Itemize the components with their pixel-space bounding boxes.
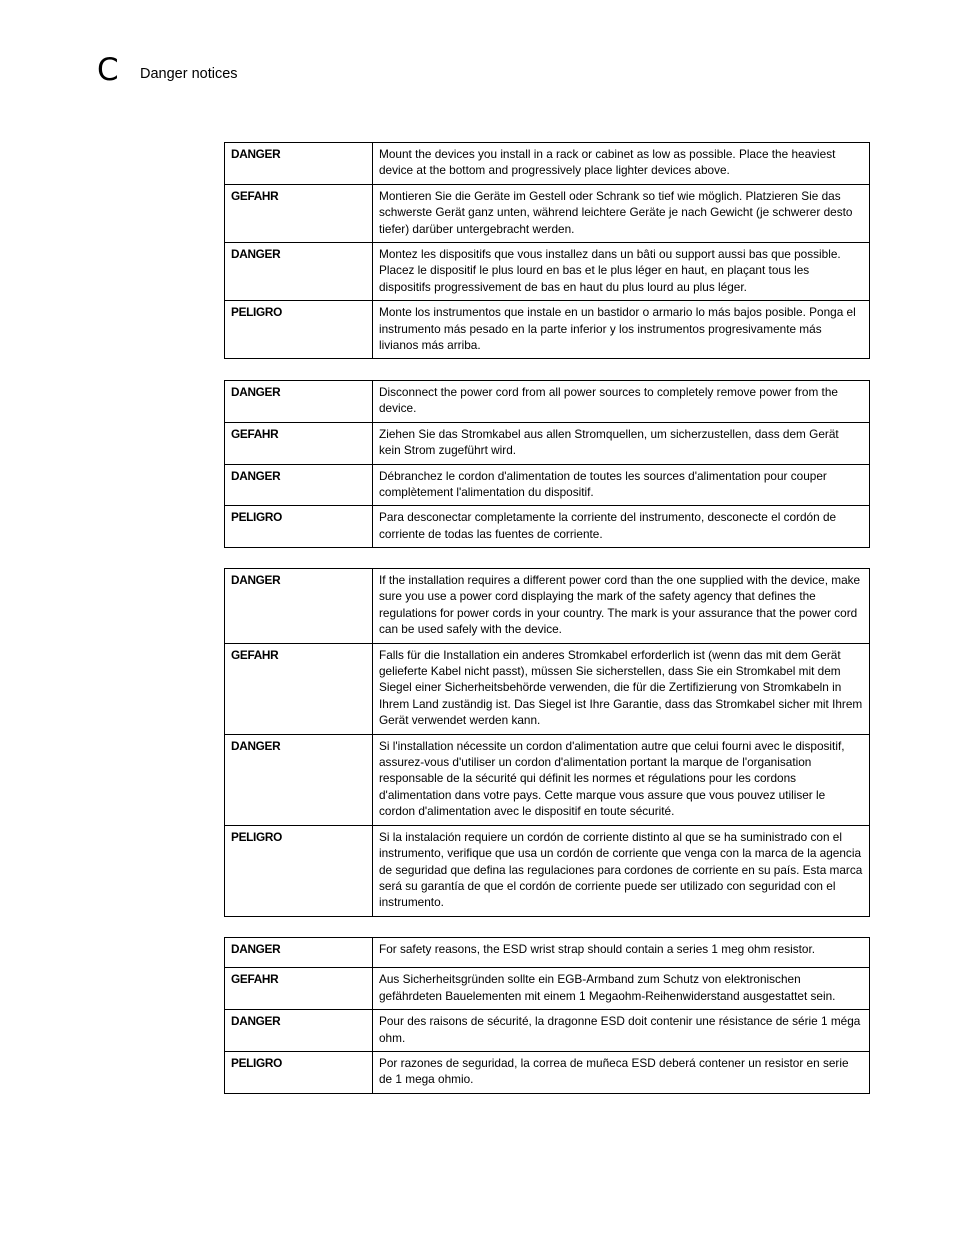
notice-text: Ziehen Sie das Stromkabel aus allen Stromquellen, um sicherzustellen, dass dem Gerät kein Strom zugeführt wird.	[373, 422, 870, 464]
table-row	[225, 734, 870, 825]
notice-text: Falls für die Installation ein anderes Stromkabel erforderlich ist (wenn das mit dem Gerät gelieferte Kabel nicht passt), müssen Sie sicherstellen, dass Sie ein Stromkabel mit dem Siegel einer Sicherheitsbehörde verwenden, die für die Zertifizierung von Stromkabeln in Ihrem Land zuständig ist. Das Siegel ist Ihre Garantie, dass das Stromkabel sicher mit Ihrem Gerät verwendet werden kann.	[373, 643, 870, 734]
notice-table-power-cord	[224, 568, 870, 917]
table-row	[225, 569, 870, 644]
table-row	[225, 1010, 870, 1052]
notice-label: DANGER	[225, 734, 373, 825]
notice-label: PELIGRO	[225, 1052, 373, 1094]
notice-label: GEFAHR	[225, 422, 373, 464]
notice-label: PELIGRO	[225, 825, 373, 916]
table-row	[225, 381, 870, 423]
notice-table-disconnect-power	[224, 380, 870, 548]
notice-label: DANGER	[225, 143, 373, 185]
notice-label: DANGER	[225, 569, 373, 644]
table-row	[225, 422, 870, 464]
notice-text: Aus Sicherheitsgründen sollte ein EGB-Armband zum Schutz von elektronischen gefährdeten Bauelementen mit einem 1 Megaohm-Reihenwiderstand ausgestattet sein.	[373, 968, 870, 1010]
notice-text: Montieren Sie die Geräte im Gestell oder Schrank so tief wie möglich. Platzieren Sie das schwerste Gerät ganz unten, während leichtere Geräte je nach Gewicht (je schwerer desto tiefer) darüber untergebracht werden.	[373, 184, 870, 242]
table-row	[225, 825, 870, 916]
table-row	[225, 938, 870, 968]
notice-text: Montez les dispositifs que vous installez dans un bâti ou support aussi bas que possible. Placez le dispositif le plus lourd en bas et le plus léger en haut, en plaçant tous les dispositifs progressivement de bas en haut du plus lourd au plus léger.	[373, 243, 870, 301]
notice-text: Disconnect the power cord from all power sources to completely remove power from the device.	[373, 381, 870, 423]
notice-label: DANGER	[225, 243, 373, 301]
notice-text: Para desconectar completamente la corriente del instrumento, desconecte el cordón de corriente de todas las fuentes de corriente.	[373, 506, 870, 548]
notice-text: Si l'installation nécessite un cordon d'alimentation autre que celui fourni avec le dispositif, assurez-vous d'utiliser un cordon d'alimentation portant la marque de l'organisation responsable de la sécurité qui définit les normes et régulations pour les cordons d'alimentation dans votre pays. Cette marque vous assure que vous pouvez utiliser le cordon d'alimentation avec le dispositif en toute sécurité.	[373, 734, 870, 825]
notice-label: PELIGRO	[225, 506, 373, 548]
notice-label: GEFAHR	[225, 643, 373, 734]
notice-text: For safety reasons, the ESD wrist strap should contain a series 1 meg ohm resistor.	[373, 938, 870, 968]
notice-label: GEFAHR	[225, 968, 373, 1010]
notice-text: Monte los instrumentos que instale en un bastidor o armario lo más bajos posible. Ponga el instrumento más pesado en la parte inferior y los instrumentos progresivamente más livianos más arriba.	[373, 301, 870, 359]
table-row	[225, 243, 870, 301]
table-row	[225, 1052, 870, 1094]
notice-text: Mount the devices you install in a rack or cabinet as low as possible. Place the heaviest device at the bottom and progressively place lighter devices above.	[373, 143, 870, 185]
notice-label: DANGER	[225, 1010, 373, 1052]
notice-text: Pour des raisons de sécurité, la dragonne ESD doit contenir une résistance de série 1 méga ohm.	[373, 1010, 870, 1052]
table-row	[225, 968, 870, 1010]
notice-label: DANGER	[225, 464, 373, 506]
table-row	[225, 464, 870, 506]
notice-text: Por razones de seguridad, la correa de muñeca ESD deberá contener un resistor en serie de 1 mega ohmio.	[373, 1052, 870, 1094]
page-header-title: Danger notices	[140, 66, 238, 82]
notice-table-esd-strap	[224, 937, 870, 1094]
notice-label: PELIGRO	[225, 301, 373, 359]
notice-text: If the installation requires a different power cord than the one supplied with the device, make sure you use a power cord displaying the mark of the safety agency that defines the regulations for power cords in your country. The mark is your assurance that the power cord can be used safely with the device.	[373, 569, 870, 644]
table-row	[225, 143, 870, 185]
table-row	[225, 643, 870, 734]
notice-text: Débranchez le cordon d'alimentation de toutes les sources d'alimentation pour couper complètement l'alimentation du dispositif.	[373, 464, 870, 506]
notice-text: Si la instalación requiere un cordón de corriente distinto al que se ha suministrado con el instrumento, verifique que usa un cordón de corriente que venga con la marca de la agencia de seguridad que defina las regulaciones para cordones de corriente en su país. Esta marca será su garantía de que el cordón de corriente puede ser utilizado con seguridad con el instrumento.	[373, 825, 870, 916]
notice-label: GEFAHR	[225, 184, 373, 242]
notice-table-rack-mounting	[224, 142, 870, 359]
table-row	[225, 301, 870, 359]
table-row	[225, 184, 870, 242]
notice-label: DANGER	[225, 381, 373, 423]
chapter-letter: C	[97, 52, 119, 88]
table-row	[225, 506, 870, 548]
notice-label: DANGER	[225, 938, 373, 968]
